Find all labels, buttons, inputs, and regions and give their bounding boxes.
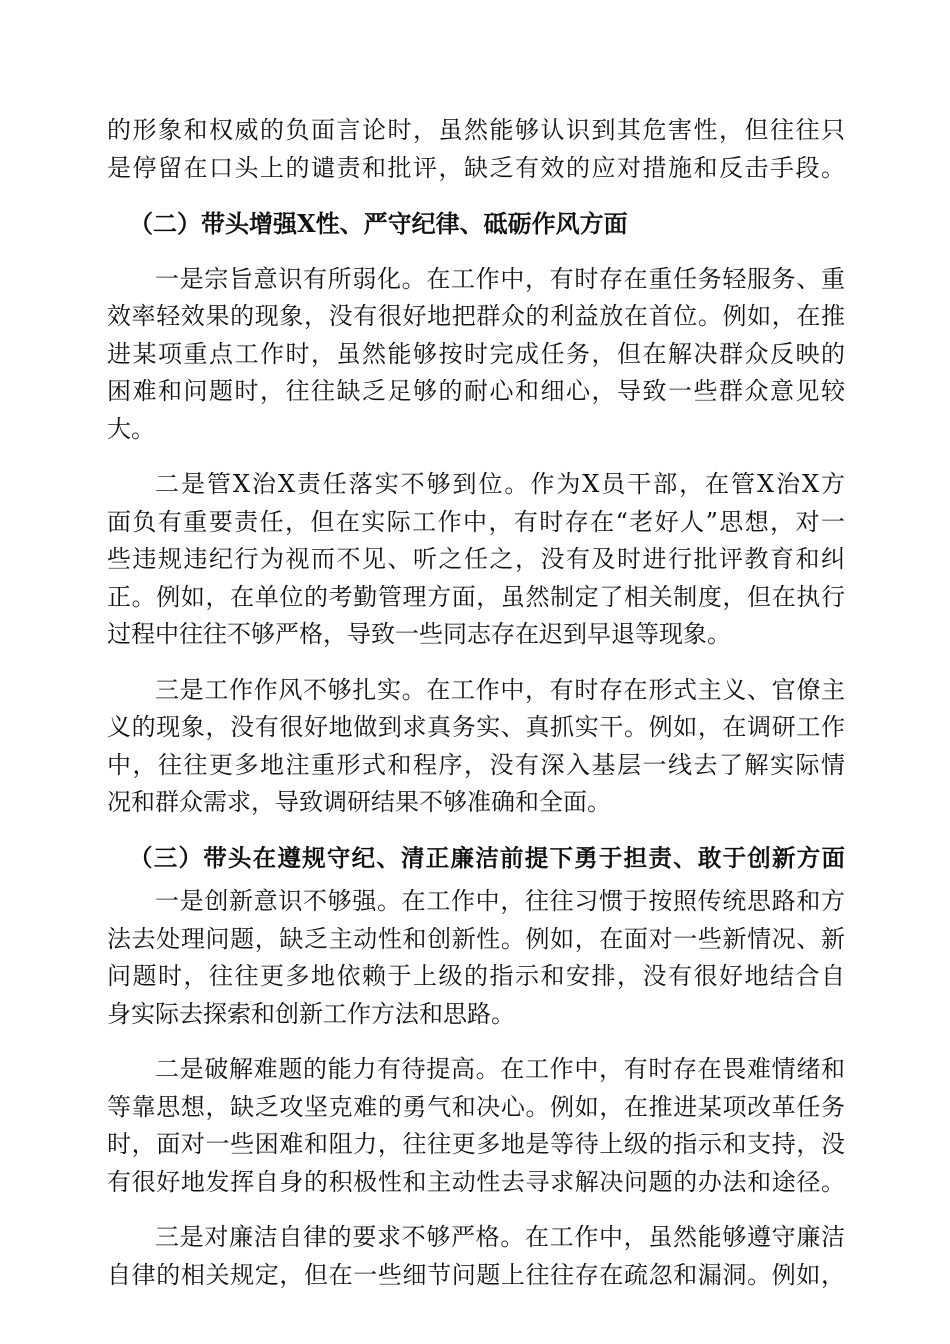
- text-line: 二是管X治X责任落实不够到位。作为X员干部，在管X治X方: [155, 470, 845, 498]
- text-line: 中，往往更多地注重形式和程序，没有深入基层一线去了解实际情: [107, 750, 845, 779]
- paragraph-work-style: [107, 672, 845, 822]
- paragraph-responsibility: [107, 466, 845, 654]
- text-line: 义的现象，没有很好地做到求真务实、真抓实干。例如，在调研工作: [107, 713, 845, 741]
- paragraph-integrity: [107, 1219, 845, 1294]
- text-line: 效率轻效果的现象，没有很好地把群众的利益放在首位。例如，在推: [107, 302, 845, 330]
- text-line: 有很好地发挥自身的积极性和主动性去寻求解决问题的办法和途径。: [107, 1167, 845, 1196]
- text-line: 法去处理问题，缺乏主动性和创新性。例如，在面对一些新情况、新: [107, 924, 845, 953]
- document-page: [107, 112, 845, 1294]
- section-heading-2: （二）带头增强X性、严守纪律、砥砺作风方面: [129, 209, 628, 238]
- text-line: 些违规违纪行为视而不见、听之任之，没有及时进行批评教育和纠: [107, 545, 845, 573]
- paragraph-problem-solving: [107, 1051, 845, 1201]
- text-line: 一是创新意识不够强。在工作中，往往习惯于按照传统思路和方: [155, 887, 845, 915]
- text-line: 的形象和权威的负面言论时，虽然能够认识到其危害性，但往往只: [107, 116, 845, 144]
- paragraph-continued: [107, 112, 845, 187]
- text-line: 二是破解难题的能力有待提高。在工作中，有时存在畏难情绪和: [155, 1055, 845, 1083]
- text-line: 一是宗旨意识有所弱化。在工作中，有时存在重任务轻服务、重: [155, 264, 845, 293]
- text-line: 正。例如，在单位的考勤管理方面，虽然制定了相关制度，但在执行: [107, 582, 845, 611]
- text-line: 自律的相关规定，但在一些细节问题上往往存在疏忽和漏洞。例如，: [107, 1260, 845, 1289]
- text-line: 况和群众需求，导致调研结果不够准确和全面。: [107, 788, 611, 816]
- text-line: 过程中往往不够严格，导致一些同志存在迟到早退等现象。: [107, 620, 731, 648]
- text-line: 问题时，往往更多地依赖于上级的指示和安排，没有很好地结合自: [107, 962, 845, 990]
- text-line: 面负有重要责任，但在实际工作中，有时存在“老好人”思想，对一: [107, 507, 845, 536]
- text-line: 是停留在口头上的谴责和批评，缺乏有效的应对措施和反击手段。: [107, 153, 845, 182]
- text-line: 进某项重点工作时，虽然能够按时完成任务，但在解决群众反映的: [107, 339, 845, 368]
- text-line: 时，面对一些困难和阻力，往往更多地是等待上级的指示和支持，没: [107, 1130, 845, 1158]
- text-line: 困难和问题时，往往缺乏足够的耐心和细心，导致一些群众意见较: [107, 377, 845, 405]
- text-line: 身实际去探索和创新工作方法和思路。: [107, 999, 515, 1028]
- text-line: 三是对廉洁自律的要求不够严格。在工作中，虽然能够遵守廉洁: [155, 1223, 845, 1251]
- text-line: 三是工作作风不够扎实。在工作中，有时存在形式主义、官僚主: [155, 675, 845, 704]
- text-line: 等靠思想，缺乏攻坚克难的勇气和决心。例如，在推进某项改革任务: [107, 1092, 845, 1121]
- section-heading-3: （三）带头在遵规守纪、清正廉洁前提下勇于担责、敢于创新方面: [129, 843, 845, 872]
- paragraph-purpose-awareness: [107, 261, 845, 449]
- paragraph-innovation: [107, 883, 845, 1033]
- text-line: 大。: [107, 414, 155, 443]
